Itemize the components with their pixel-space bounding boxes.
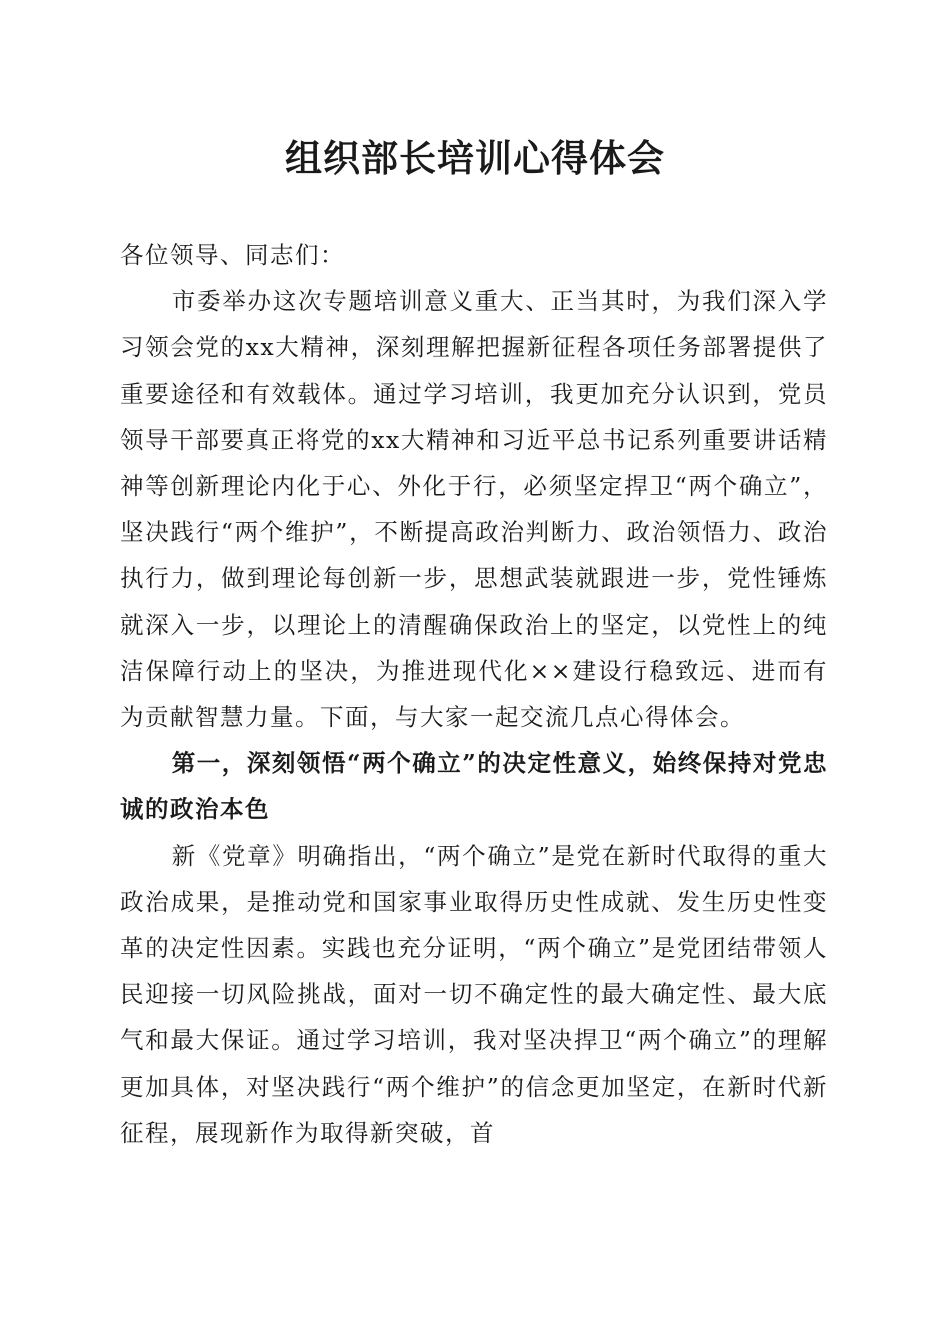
document-title: 组织部长培训心得体会: [285, 136, 665, 180]
intro-paragraph: 市委举办这次专题培训意义重大、正当其时，为我们深入学习领会党的xx大精神，深刻理解把握新征程各项任务部署提供了重要途径和有效载体。通过学习培训，我更加充分认识到，党员领导干部要真正将党的xx大精神和习近平总书记系列重要讲话精神等创新理论内化于心、外化于行，必须坚定捍卫“两个确立”，坚决践行“两个维护”，不断提高政治判断力、政治领悟力、政治执行力，做到理论每创新一步，思想武装就跟进一步，党性锤炼就深入一步，以理论上的清醒确保政治上的坚定，以党性上的纯洁保障行动上的坚决，为推进现代化××建设行稳致远、进而有为贡献智慧力量。下面，与大家一起交流几点心得体会。: [120, 287, 828, 732]
section-heading: 第一，深刻领悟“两个确立”的决定性意义，始终保持对党忠诚的政治本色: [120, 749, 828, 824]
salutation: 各位领导、同志们：: [120, 241, 345, 269]
section-paragraph: 新《党章》明确指出，“两个确立”是党在新时代取得的重大政治成果，是推动党和国家事业取得历史性成就、发生历史性变革的决定性因素。实践也充分证明，“两个确立”是党团结带领人民迎接一切风险挑战，面对一切不确定性的最大确定性、最大底气和最大保证。通过学习培训，我对坚决捍卫“两个确立”的理解更加具体，对坚决践行“两个维护”的信念更加坚定，在新时代新征程，展现新作为取得新突破，首: [120, 841, 828, 1147]
document-body: [120, 232, 828, 1156]
